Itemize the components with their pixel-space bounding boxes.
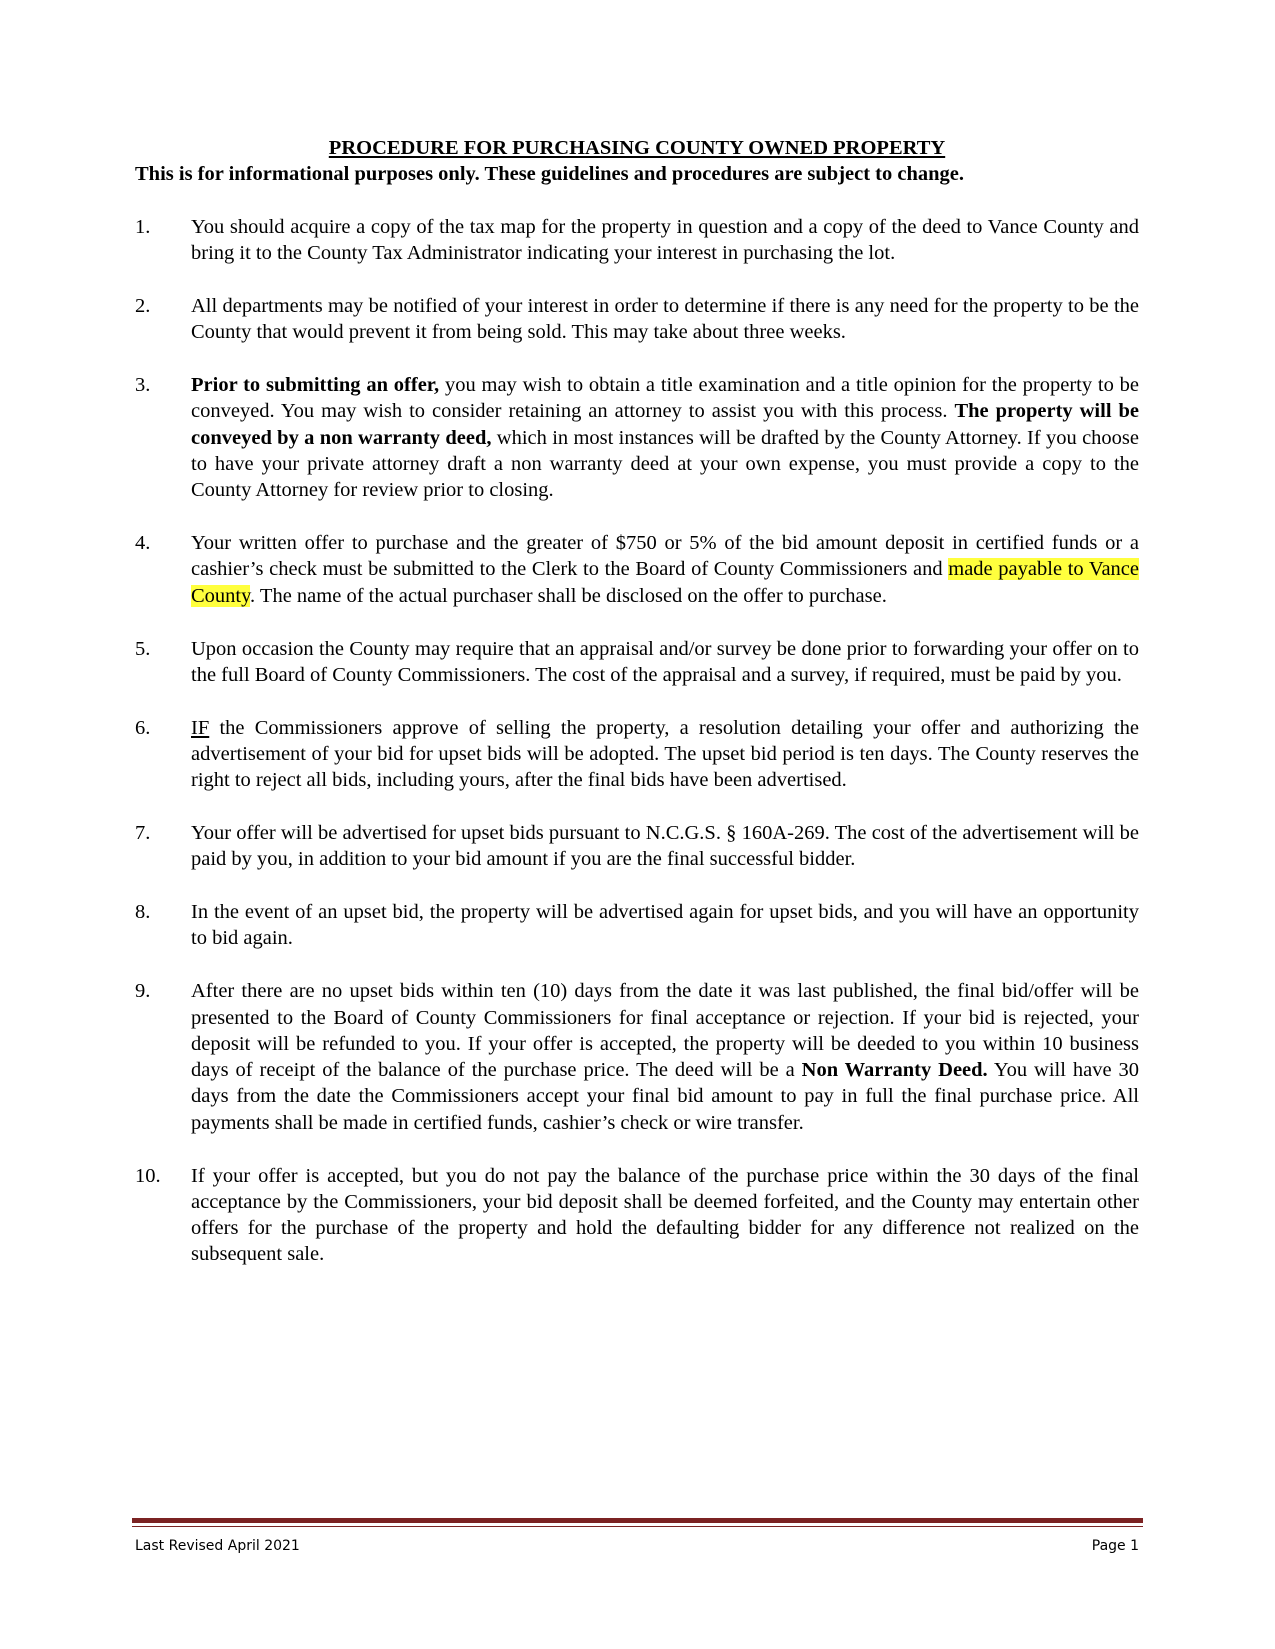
procedure-item-2 (135, 293, 1139, 346)
text-segment: Your written offer to purchase and the greater of $750 or 5% of the bid amount deposit in certified funds or a cashier’s check must be submitted to the Clerk to the Board of County Commissioners and (191, 532, 1139, 581)
item-text (191, 372, 1139, 503)
item-text: Your offer will be advertised for upset bids pursuant to N.C.G.S. § 160A-269. The cost of the advertisement will be paid by you, in addition to your bid amount if you are the final successful bidder. (191, 822, 1139, 871)
underlined-word: IF (191, 716, 210, 739)
procedure-item-7 (135, 820, 1139, 873)
footer-divider (132, 1518, 1143, 1523)
item-number: 1. (135, 216, 151, 238)
document-title: PROCEDURE FOR PURCHASING COUNTY OWNED PROPERTY (328, 137, 946, 159)
procedure-item-6 (135, 715, 1139, 794)
item-number: 9. (135, 980, 151, 1003)
revision-date: Last Revised April 2021 (135, 1538, 300, 1554)
item-text (191, 978, 1139, 1136)
item-text: All departments may be notified of your interest in order to determine if there is any need for the property to be the County that would prevent it from being sold. This may take about three weeks. (191, 295, 1139, 344)
text-segment: After there are no upset bids within ten (10) days from the date it was last published, the final bid/offer will be presented to the Board of County Commissioners for final acceptance or rejection. If your bid is rejected, your deposit will be refunded to you. If your offer is accepted, the property will be deeded to you within 10 business days of receipt of the balance of the purchase price. The deed will be a (191, 980, 1139, 1082)
bold-phrase: Prior to submitting an offer, (191, 374, 440, 397)
item-text (191, 715, 1139, 794)
procedure-item-8 (135, 899, 1139, 952)
item-number: 7. (135, 822, 151, 845)
item-number: 10. (135, 1164, 161, 1187)
item-text: You should acquire a copy of the tax map for the property in question and a copy of the deed to Vance County and bring it to the County Tax Administrator indicating your interest in purchasing the lot. (191, 216, 1139, 265)
procedure-item-1 (135, 214, 1139, 267)
item-text (191, 530, 1139, 609)
procedure-item-10 (135, 1163, 1139, 1268)
footer-divider-thin (132, 1526, 1143, 1527)
item-number: 8. (135, 901, 151, 924)
procedure-list (135, 214, 1139, 1294)
text-segment: . The name of the actual purchaser shall be disclosed on the offer to purchase. (250, 584, 887, 607)
item-number: 2. (135, 295, 151, 318)
page-number: Page 1 (1091, 1538, 1139, 1554)
highlighted-phrase: made payable to Vance County (191, 558, 1139, 607)
procedure-item-5 (135, 636, 1139, 689)
item-number: 5. (135, 637, 151, 660)
text-segment: which in most instances will be drafted by the County Attorney. If you choose to have your private attorney draft a non warranty deed at your own expense, you must provide a copy to the County Attorney for review prior to closing. (191, 426, 1139, 502)
text-segment: you may wish to obtain a title examination and a title opinion for the property to be conveyed. You may wish to consider retaining an attorney to assist you with this process. (191, 374, 1139, 423)
text-segment: the Commissioners approve of selling the property, a resolution detailing your offer and authorizing the advertisement of your bid for upset bids will be adopted. The upset bid period is ten days. The County reserves the right to reject all bids, including yours, after the final bids have been advertised. (191, 716, 1139, 792)
page-footer (135, 1537, 1139, 1555)
procedure-item-9 (135, 978, 1139, 1136)
procedure-item-3 (135, 372, 1139, 503)
item-text: Upon occasion the County may require that an appraisal and/or survey be done prior to forwarding your offer on to the full Board of County Commissioners. The cost of the appraisal and a survey, if required, must be paid by you. (191, 637, 1139, 686)
document-subtitle: This is for informational purposes only. These guidelines and procedures are subject to change. (135, 163, 965, 185)
item-number: 6. (135, 716, 151, 739)
item-number: 4. (135, 532, 151, 555)
item-text: If your offer is accepted, but you do not pay the balance of the purchase price within the 30 days of the final acceptance by the Commissioners, your bid deposit shall be deemed forfeited, and the County may entertain other offers for the purchase of the property and hold the defaulting bidder for any difference not realized on the subsequent sale. (191, 1164, 1139, 1266)
text-segment: You will have 30 days from the date the Commissioners accept your final bid amount to pay in full the final purchase price. All payments shall be made in certified funds, cashier’s check or wire transfer. (191, 1059, 1139, 1134)
procedure-item-4 (135, 530, 1139, 609)
item-number: 3. (135, 374, 151, 397)
bold-phrase: Non Warranty Deed. (801, 1059, 988, 1082)
item-text: In the event of an upset bid, the property will be advertised again for upset bids, and you will have an opportunity to bid again. (191, 901, 1139, 950)
bold-phrase: The property will be conveyed by a non warranty deed, (191, 400, 1139, 449)
